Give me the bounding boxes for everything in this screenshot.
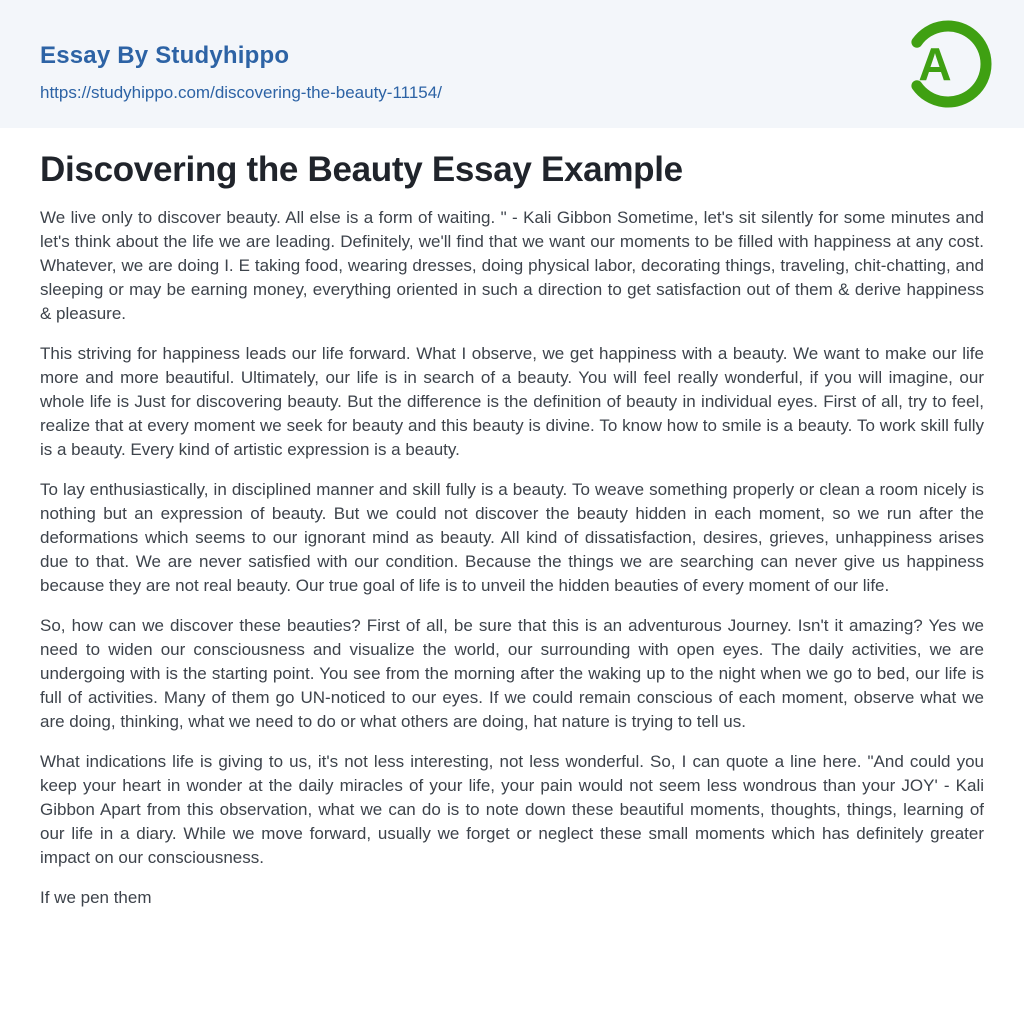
essay-paragraph-6: If we pen them (40, 888, 152, 907)
essay-paragraph-5: What indications life is giving to us, it's not less interesting, not less wonderful. So, I can quote a line here. "And could you keep your heart in wonder at the daily miracles of your life, your pain would not seem less wondrous than your JOY' - Kali Gibbon Apart from this observation, what we can do is to note down these beautiful moments, thoughts, things, learning of our life in a diary. While we move forward, usually we forget or neglect these small moments which has definitely greater impact on our consciousness. (40, 752, 984, 867)
page-header (0, 0, 1024, 128)
article-title: Discovering the Beauty Essay Example (40, 150, 683, 189)
essay-paragraph-2: This striving for happiness leads our life forward. What I observe, we get happiness with a beauty. We want to make our life more and more beautiful. Ultimately, our life is in search of a beauty. You will feel really wonderful, if you will imagine, our whole life is Just for discovering beauty. But the difference is the definition of beauty in individual eyes. First of all, try to feel, realize that at every moment we seek for beauty and this beauty is divine. To know how to smile is a beauty. To work skill fully is a beauty. Every kind of artistic expression is a beauty. (40, 344, 984, 459)
logo-arc-icon (904, 16, 992, 112)
essay-paragraph-3: To lay enthusiastically, in disciplined manner and skill fully is a beauty. To weave something properly or clean a room nicely is nothing but an expression of beauty. But we could not discover the beauty hidden in each moment, so we run after the deformations which seems to our ignorant mind as beauty. All kind of dissatisfaction, desires, grieves, unhappiness arises due to that. We are never satisfied with our condition. Because the things we are searching can never give us happiness because they are not real beauty. Our true goal of life is to unveil the hidden beauties of every moment of our life. (40, 480, 984, 595)
page-url-link[interactable]: https://studyhippo.com/discovering-the-beauty-11154/ (40, 83, 442, 102)
logo-letter: A (918, 38, 952, 90)
article (0, 148, 1024, 910)
essay-paragraph-1: We live only to discover beauty. All else is a form of waiting. " - Kali Gibbon Sometime, let's sit silently for some minutes and let's think about the life we are leading. Definitely, we'll find that we want our moments to be filled with happiness at any cost. Whatever, we are doing I. E taking food, wearing dresses, doing physical labor, decorating things, traveling, chit-chatting, and sleeping or may be earning money, everything oriented in such a direction to get satisfaction out of them & derive happiness & pleasure. (40, 208, 984, 323)
essay-paragraph-4: So, how can we discover these beauties? First of all, be sure that this is an adventurous Journey. Isn't it amazing? Yes we need to widen our consciousness and visualize the world, our surrounding with open eyes. The daily activities, we are undergoing with is the starting point. You see from the morning after the waking up to the night when we go to bed, our life is full of activities. Many of them go UN-noticed to our eyes. If we could remain conscious of each moment, observe what we are doing, thinking, what we need to do or what others are doing, hat nature is trying to tell us. (40, 616, 984, 731)
brand-title: Essay By Studyhippo (40, 42, 290, 69)
studyhippo-logo (904, 16, 992, 112)
